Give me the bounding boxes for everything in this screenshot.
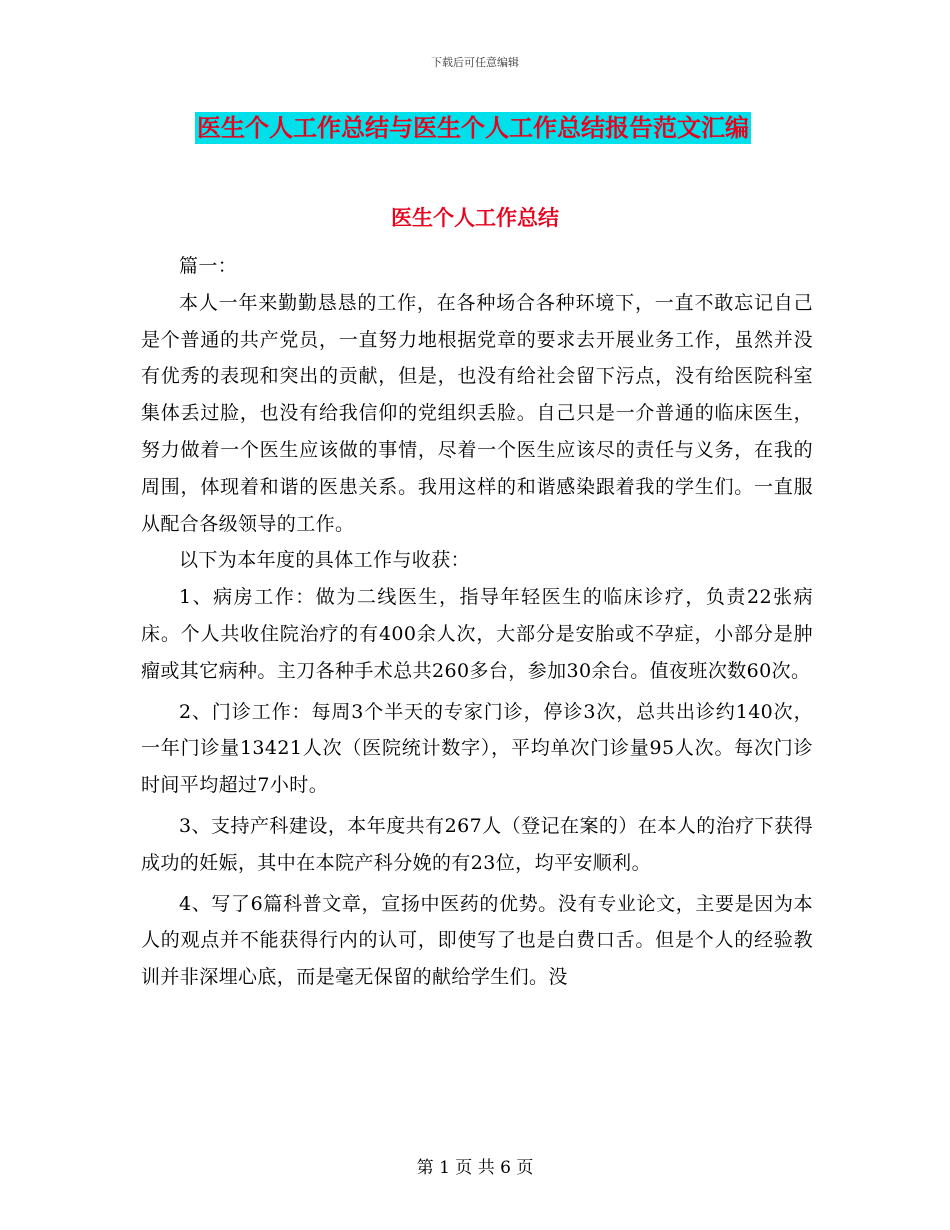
paragraph-intro: 本人一年来勤勤恳恳的工作，在各种场合各种环境下，一直不敢忘记自己是个普通的共产党员，一直努力地根据党章的要求去开展业务工作，虽然并没有优秀的表现和突出的贡献，但是，也没有给社会留下污点，没有给医院科室集体丢过脸，也没有给我信仰的党组织丢脸。自己只是一介普通的临床医生，努力做着一个医生应该做的事情，尽着一个医生应该尽的责任与义务，在我的周围，体现着和谐的医患关系。我用这样的和谐感染跟着我的学生们。一直服从配合各级领导的工作。: [141, 291, 813, 535]
section-label: 篇一：: [179, 255, 238, 277]
page-number-footer: 第 1 页 共 6 页: [416, 1158, 534, 1178]
document-body: [141, 248, 813, 996]
paragraph-outpatient-work: 2、门诊工作：每周3个半天的专家门诊，停诊3次，总共出诊约140次，一年门诊量13421人次（医院统计数字），平均单次门诊量95人次。每次门诊时间平均超过7小时。: [141, 700, 813, 797]
section-title: 医生个人工作总结: [391, 206, 559, 230]
document-title: 医生个人工作总结与医生个人工作总结报告范文汇编: [197, 114, 749, 142]
paragraph-obstetrics: 3、支持产科建设，本年度共有267人（登记在案的）在本人的治疗下获得成功的妊娠，其中在本院产科分娩的有23位，均平安顺利。: [141, 814, 813, 874]
paragraph-articles: 4、写了6篇科普文章，宣扬中医药的优势。没有专业论文，主要是因为本人的观点并不能获得行内的认可，即使写了也是白费口舌。但是个人的经验教训并非深埋心底，而是毫无保留的献给学生们。没: [141, 892, 813, 989]
page-header-note: 下载后可任意编辑: [431, 56, 519, 69]
paragraph-ward-work: 1、病房工作：做为二线医生，指导年轻医生的临床诊疗，负责22张病床。个人共收住院治疗的有400余人次，大部分是安胎或不孕症，小部分是肿瘤或其它病种。主刀各种手术总共260多台，参加30余台。值夜班次数60次。: [141, 586, 813, 682]
paragraph-lead-in: 以下为本年度的具体工作与收获：: [179, 549, 471, 572]
